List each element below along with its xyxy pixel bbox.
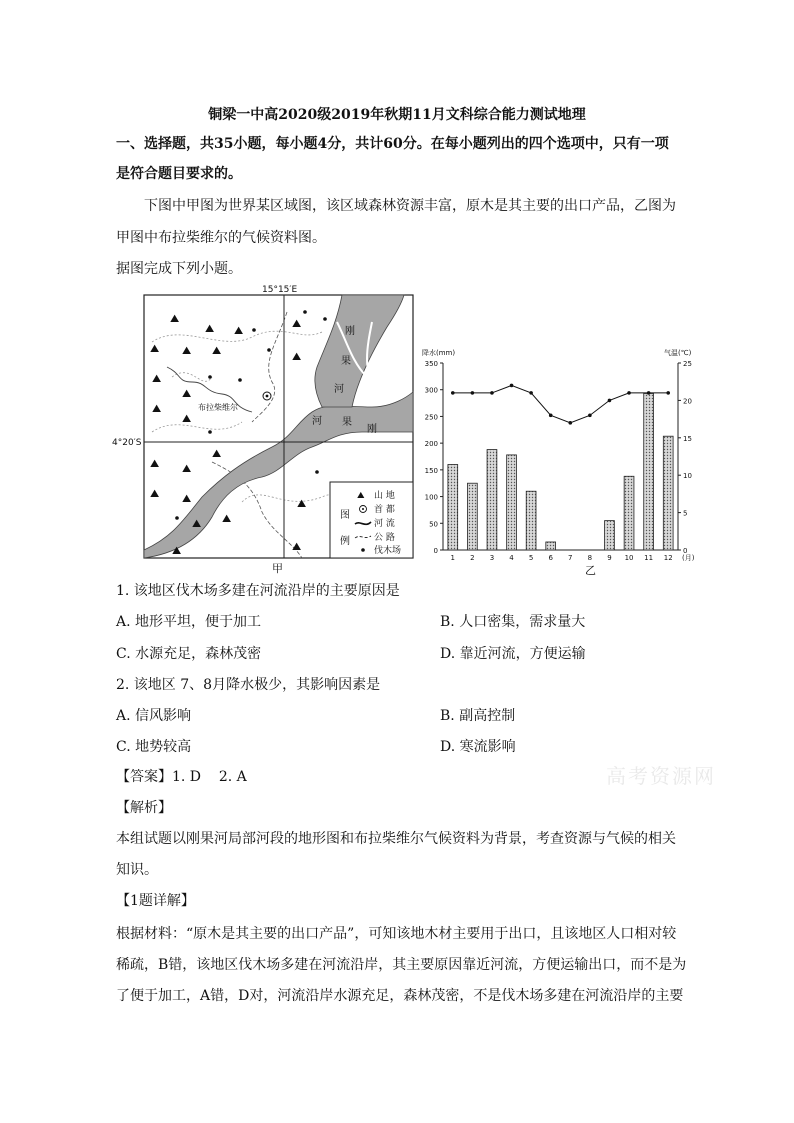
left-tick-label: 200: [424, 440, 438, 449]
question-1-option-d: D. 靠近河流，方便运输: [440, 646, 586, 662]
precipitation-bar: [663, 436, 673, 550]
detail-heading: 【1题详解】: [116, 893, 195, 909]
climate-chart: [420, 343, 706, 575]
legend-item: 山 地: [374, 491, 395, 501]
precipitation-bar: [644, 393, 654, 550]
intro-line3: 据图完成下列小题。: [116, 261, 242, 277]
temperature-line: [453, 385, 668, 422]
question-2-option-a: A. 信风影响: [116, 708, 192, 724]
legend-item: 公 路: [374, 533, 395, 543]
right-tick-label: 0: [683, 547, 688, 555]
svg-text:⛰: ⛰: [150, 342, 160, 355]
left-tick-label: 150: [424, 466, 438, 475]
x-tick-label: 3: [489, 554, 495, 562]
river-label: 河: [334, 384, 344, 395]
river-label: 刚: [367, 424, 377, 435]
svg-text:⛰: ⛰: [150, 487, 160, 500]
temperature-point: [471, 391, 475, 395]
svg-text:⛰: ⛰: [152, 402, 162, 415]
latitude-label: 4°20′S: [112, 438, 142, 448]
logging-camp-icon: [361, 548, 365, 552]
temperature-point: [451, 391, 455, 395]
svg-text:⛰: ⛰: [212, 344, 222, 357]
city-label: 布拉柴维尔: [198, 403, 238, 412]
river-label: 果: [341, 356, 351, 367]
longitude-label: 15°15′E: [262, 285, 298, 295]
x-tick-label: 5: [528, 554, 534, 562]
intro-line1: 下图中甲图为世界某区域图，该区域森林资源丰富，原木是其主要的出口产品，乙图为: [144, 198, 676, 214]
svg-text:⛰: ⛰: [222, 512, 232, 525]
precipitation-bar: [507, 455, 517, 550]
left-tick-label: 0: [433, 547, 438, 555]
precipitation-bar: [605, 521, 615, 550]
right-axis-label: 气温(℃): [664, 349, 692, 357]
section-heading-line1: 一、选择题，共35小题，每小题4分，共计60分。在每小题列出的四个选项中，只有一项: [116, 136, 669, 152]
svg-text:⛰: ⛰: [234, 324, 244, 337]
question-1-stem: 1. 该地区伐木场多建在河流沿岸的主要原因是: [116, 583, 400, 599]
temperature-point: [549, 414, 553, 418]
svg-text:⛰: ⛰: [182, 492, 192, 505]
svg-text:⛰: ⛰: [172, 544, 182, 557]
left-tick-label: 100: [424, 493, 438, 502]
svg-text:⛰: ⛰: [192, 517, 202, 530]
x-tick-label: 9: [607, 554, 612, 562]
question-1-option-b: B. 人口密集，需求量大: [440, 614, 586, 630]
x-unit-label: (月): [682, 554, 695, 562]
temperature-point: [529, 391, 533, 395]
watermark: 高考资源网: [606, 764, 716, 788]
svg-text:⛰: ⛰: [182, 387, 192, 400]
svg-text:⛰: ⛰: [152, 372, 162, 385]
legend-item: 伐木场: [374, 546, 402, 556]
temperature-point: [608, 399, 612, 403]
mountain-icon: ⛰: [357, 491, 365, 501]
svg-text:⛰: ⛰: [170, 312, 180, 325]
temperature-point: [627, 391, 631, 395]
svg-text:⛰: ⛰: [292, 317, 302, 330]
precipitation-bar: [546, 542, 556, 550]
left-tick-label: 250: [424, 413, 438, 422]
temperature-point: [647, 391, 651, 395]
legend-item: 河 流: [374, 519, 395, 529]
river-label: 河: [312, 416, 322, 427]
region-map: [112, 282, 422, 574]
x-tick-label: 10: [624, 554, 634, 562]
right-tick-label: 5: [683, 509, 688, 518]
precipitation-bar: [448, 465, 458, 550]
question-1-option-a: A. 地形平坦，便于加工: [116, 614, 262, 630]
analysis-line2: 知识。: [116, 862, 158, 878]
question-1-option-c: C. 水源充足，森林茂密: [116, 646, 262, 662]
analysis-line1: 本组试题以刚果河局部河段的地形图和布拉柴维尔气候资料为背景，考查资源与气候的相关: [116, 831, 676, 847]
svg-text:⛰: ⛰: [292, 540, 302, 553]
left-tick-label: 300: [424, 386, 438, 395]
question-2-stem: 2. 该地区 7、8月降水极少，其影响因素是: [116, 677, 381, 693]
x-tick-label: 7: [568, 554, 573, 562]
analysis-heading: 【解析】: [116, 800, 172, 816]
legend-title: 例: [340, 536, 350, 547]
detail-line1: 根据材料：“原木是其主要的出口产品”，可知该地木材主要用于出口，且该地区人口相对较: [116, 926, 677, 942]
temperature-point: [666, 391, 670, 395]
x-tick-label: 8: [587, 554, 593, 562]
detail-line2: 稀疏，B错，该地区伐木场多建在河流沿岸，其主要原因靠近河流，方便运输出口，而不是为: [116, 957, 687, 973]
precipitation-bar: [467, 483, 477, 550]
precipitation-bar: [624, 476, 634, 550]
left-tick-label: 350: [424, 360, 438, 368]
section-heading-line2: 是符合题目要求的。: [116, 166, 242, 182]
question-2-option-b: B. 副高控制: [440, 708, 516, 724]
map-caption: 甲: [272, 562, 283, 574]
question-2-option-d: D. 寒流影响: [440, 739, 516, 755]
question-2-option-c: C. 地势较高: [116, 739, 192, 755]
right-tick-label: 15: [683, 434, 692, 443]
answer-line: 【答案】1. D 2. A: [116, 769, 247, 785]
svg-text:⛰: ⛰: [182, 412, 192, 425]
right-tick-label: 20: [683, 397, 692, 406]
svg-text:⛰: ⛰: [292, 350, 302, 363]
precipitation-bar: [526, 491, 536, 550]
chart-caption: 乙: [585, 564, 596, 575]
x-tick-label: 1: [450, 554, 456, 562]
svg-text:⛰: ⛰: [182, 462, 192, 475]
svg-text:⛰: ⛰: [150, 457, 160, 470]
svg-text:⛰: ⛰: [212, 447, 222, 460]
x-tick-label: 2: [470, 554, 475, 562]
svg-text:⛰: ⛰: [182, 344, 192, 357]
right-tick-label: 10: [683, 472, 692, 481]
x-tick-label: 6: [548, 554, 553, 562]
precipitation-bar: [487, 450, 497, 550]
page-title: 铜梁一中高2020级2019年秋期11月文科综合能力测试地理: [208, 107, 586, 123]
intro-line2: 甲图中布拉柴维尔的气候资料图。: [116, 230, 326, 246]
left-tick-label: 50: [429, 520, 438, 529]
x-tick-label: 4: [509, 554, 514, 562]
svg-text:⛰: ⛰: [297, 497, 307, 510]
river-label: 刚: [345, 326, 355, 337]
river-label: 果: [342, 417, 352, 428]
temperature-point: [588, 414, 592, 418]
detail-line3: 了便于加工，A错，D对，河流沿岸水源充足，森林茂密，不是伐木场多建在河流沿岸的主要: [116, 988, 684, 1004]
x-tick-label: 11: [644, 554, 654, 562]
temperature-point: [510, 384, 514, 388]
svg-text:⛰: ⛰: [205, 322, 215, 335]
right-tick-label: 25: [683, 360, 692, 368]
temperature-point: [490, 391, 494, 395]
legend-title: 图: [340, 510, 350, 521]
temperature-point: [568, 421, 572, 425]
left-axis-label: 降水(mm): [422, 349, 456, 357]
legend-item: 首 都: [374, 505, 395, 515]
x-tick-label: 12: [663, 554, 673, 562]
